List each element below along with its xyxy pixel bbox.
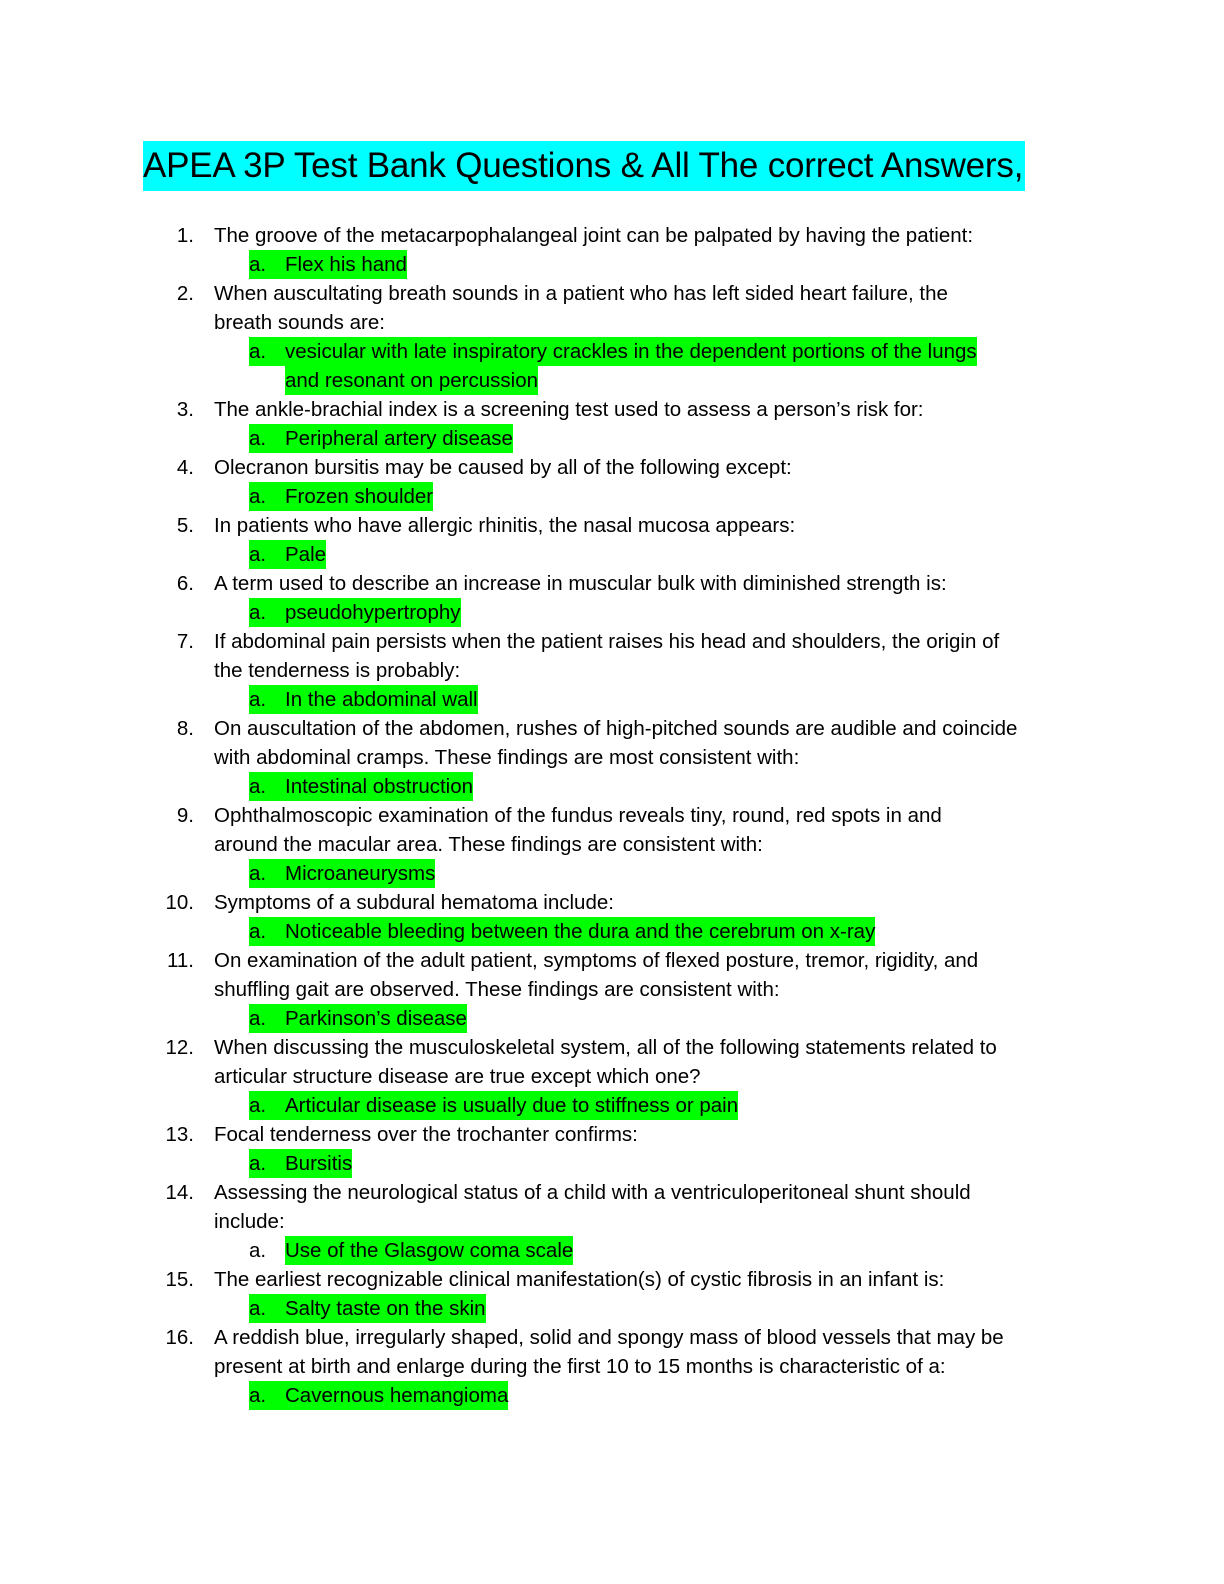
answer-text: vesicular with late inspiratory crackles in the dependent portions of the lungs (285, 340, 977, 363)
answer-option (249, 540, 326, 569)
answer-text: Microaneurysms (285, 862, 436, 885)
answer-text: Peripheral artery disease (285, 427, 513, 450)
question-line (0, 1323, 1224, 1352)
question-line (0, 453, 1224, 482)
question-number: 4. (176, 456, 194, 479)
answer-text: Articular disease is usually due to stiffness or pain (285, 1094, 739, 1117)
question-text: The ankle-brachial index is a screening test used to assess a person’s risk for: (214, 398, 924, 421)
question-text: Symptoms of a subdural hematoma include: (214, 891, 614, 914)
question-line (0, 279, 1224, 308)
question-item (0, 714, 1224, 801)
answer-text: Noticeable bleeding between the dura and the cerebrum on x-ray (285, 920, 876, 943)
answer-letter: a. (249, 1007, 267, 1030)
question-text: Focal tenderness over the trochanter confirms: (214, 1123, 638, 1146)
question-text: A reddish blue, irregularly shaped, solid and spongy mass of blood vessels that may be (214, 1326, 1004, 1349)
question-item (0, 569, 1224, 627)
answer-letter: a. (249, 1384, 267, 1407)
answer-letter: a. (249, 601, 267, 624)
question-number: 7. (176, 630, 194, 653)
question-line (0, 714, 1224, 743)
answer-line (0, 598, 1224, 627)
question-number: 1. (176, 224, 194, 247)
question-item (0, 627, 1224, 714)
question-text: shuffling gait are observed. These findings are consistent with: (214, 978, 780, 1001)
answer-letter: a. (249, 920, 267, 943)
question-number: 10. (165, 891, 194, 914)
answer-option (249, 1381, 508, 1410)
answer-option (249, 482, 433, 511)
question-item (0, 279, 1224, 395)
answer-line (0, 685, 1224, 714)
question-number: 6. (176, 572, 194, 595)
answer-letter: a. (249, 485, 267, 508)
answer-option (249, 1004, 467, 1033)
question-text: When discussing the musculoskeletal system, all of the following statements related to (214, 1036, 997, 1059)
question-item (0, 1120, 1224, 1178)
question-item (0, 946, 1224, 1033)
answer-line (0, 366, 1224, 395)
answer-letter: a. (249, 1094, 267, 1117)
question-text: On auscultation of the abdomen, rushes of high-pitched sounds are audible and coincide (214, 717, 1018, 740)
answer-line (0, 1381, 1224, 1410)
question-number: 3. (176, 398, 194, 421)
answer-letter: a. (249, 1239, 267, 1262)
answer-line (0, 337, 1224, 366)
question-item (0, 888, 1224, 946)
answer-option (249, 424, 513, 453)
question-text: with abdominal cramps. These findings are most consistent with: (214, 746, 800, 769)
answer-text-continued: and resonant on percussion (285, 366, 538, 395)
question-text: In patients who have allergic rhinitis, the nasal mucosa appears: (214, 514, 796, 537)
answer-line (0, 482, 1224, 511)
question-number: 5. (176, 514, 194, 537)
question-text: include: (214, 1210, 285, 1233)
answer-text: Salty taste on the skin (285, 1297, 486, 1320)
question-line (0, 308, 1224, 337)
question-item (0, 395, 1224, 453)
answer-line (0, 1091, 1224, 1120)
answer-line (0, 540, 1224, 569)
question-text: breath sounds are: (214, 311, 385, 334)
answer-text: Bursitis (285, 1152, 353, 1175)
answer-text: Flex his hand (285, 253, 407, 276)
question-line (0, 1120, 1224, 1149)
answer-line (0, 1236, 1224, 1265)
question-line (0, 627, 1224, 656)
answer-option (249, 1294, 486, 1323)
answer-line (0, 1149, 1224, 1178)
document-title: APEA 3P Test Bank Questions & All The correct Answers, (143, 141, 1025, 191)
question-text: Assessing the neurological status of a child with a ventriculoperitoneal shunt should (214, 1181, 971, 1204)
question-text: A term used to describe an increase in muscular bulk with diminished strength is: (214, 572, 947, 595)
answer-option (249, 917, 875, 946)
question-text: On examination of the adult patient, symptoms of flexed posture, tremor, rigidity, and (214, 949, 979, 972)
answer-text: Use of the Glasgow coma scale (285, 1236, 573, 1265)
question-number: 13. (165, 1123, 194, 1146)
answer-text: Cavernous hemangioma (285, 1384, 509, 1407)
question-line (0, 743, 1224, 772)
question-item (0, 1265, 1224, 1323)
question-line (0, 395, 1224, 424)
question-line (0, 1207, 1224, 1236)
answer-line (0, 859, 1224, 888)
question-number: 12. (165, 1036, 194, 1059)
answer-letter: a. (249, 543, 267, 566)
answer-letter: a. (249, 775, 267, 798)
question-number: 9. (176, 804, 194, 827)
question-text: around the macular area. These findings are consistent with: (214, 833, 763, 856)
answer-text: Frozen shoulder (285, 485, 434, 508)
question-number: 14. (165, 1181, 194, 1204)
question-item (0, 511, 1224, 569)
question-line (0, 1033, 1224, 1062)
question-line (0, 830, 1224, 859)
question-number: 11. (167, 949, 194, 972)
question-item (0, 1323, 1224, 1410)
question-item (0, 221, 1224, 279)
answer-line (0, 917, 1224, 946)
question-line (0, 888, 1224, 917)
question-line (0, 221, 1224, 250)
answer-option (249, 250, 407, 279)
answer-line (0, 1004, 1224, 1033)
answer-option (249, 1236, 573, 1265)
question-line (0, 801, 1224, 830)
answer-letter: a. (249, 862, 267, 885)
answer-line (0, 424, 1224, 453)
answer-letter: a. (249, 1152, 267, 1175)
question-line (0, 1178, 1224, 1207)
question-text: the tenderness is probably: (214, 659, 461, 682)
question-text: The earliest recognizable clinical manifestation(s) of cystic fibrosis in an infant is: (214, 1268, 945, 1291)
question-number: 2. (176, 282, 194, 305)
answer-option (249, 685, 478, 714)
answer-option (249, 337, 977, 366)
question-item (0, 1178, 1224, 1265)
question-text: present at birth and enlarge during the first 10 to 15 months is characteristic of a: (214, 1355, 946, 1378)
answer-option (249, 859, 435, 888)
question-text: articular structure disease are true except which one? (214, 1065, 701, 1088)
question-text: When auscultating breath sounds in a patient who has left sided heart failure, the (214, 282, 948, 305)
question-list (0, 221, 1224, 1410)
question-line (0, 511, 1224, 540)
answer-text: Intestinal obstruction (285, 775, 474, 798)
question-item (0, 1033, 1224, 1120)
question-line (0, 569, 1224, 598)
question-line (0, 946, 1224, 975)
question-line (0, 656, 1224, 685)
answer-letter: a. (249, 427, 267, 450)
question-line (0, 1265, 1224, 1294)
question-line (0, 1062, 1224, 1091)
question-text: If abdominal pain persists when the patient raises his head and shoulders, the origin of (214, 630, 1000, 653)
answer-letter: a. (249, 253, 267, 276)
answer-letter: a. (249, 688, 267, 711)
answer-option (249, 772, 473, 801)
answer-line (0, 772, 1224, 801)
question-number: 8. (176, 717, 194, 740)
question-text: Ophthalmoscopic examination of the fundus reveals tiny, round, red spots in and (214, 804, 942, 827)
answer-option (249, 1091, 738, 1120)
question-text: Olecranon bursitis may be caused by all of the following except: (214, 456, 792, 479)
question-item (0, 453, 1224, 511)
question-item (0, 801, 1224, 888)
answer-letter: a. (249, 340, 267, 363)
answer-text: In the abdominal wall (285, 688, 478, 711)
question-number: 16. (165, 1326, 194, 1349)
answer-option (249, 598, 461, 627)
question-text: The groove of the metacarpophalangeal joint can be palpated by having the patient: (214, 224, 974, 247)
answer-text: pseudohypertrophy (285, 601, 461, 624)
answer-text: Pale (285, 543, 327, 566)
answer-option (249, 1149, 352, 1178)
answer-text: Parkinson’s disease (285, 1007, 467, 1030)
answer-line (0, 1294, 1224, 1323)
question-line (0, 1352, 1224, 1381)
answer-letter: a. (249, 1297, 267, 1320)
question-number: 15. (165, 1268, 194, 1291)
answer-line (0, 250, 1224, 279)
question-line (0, 975, 1224, 1004)
